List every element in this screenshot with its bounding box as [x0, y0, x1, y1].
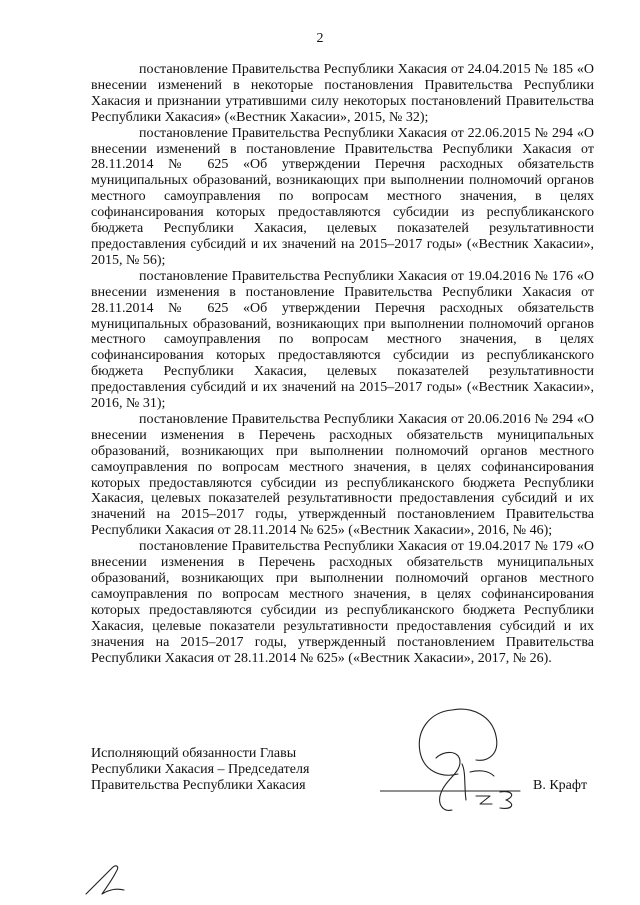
- page-number: 2: [316, 31, 324, 46]
- signer-name: В. Крафт: [533, 778, 588, 793]
- document-body: [91, 62, 594, 666]
- position-line-3: Правительства Республики Хакасия: [91, 778, 306, 793]
- paragraph-1: постановление Правительства Республики Хакасия от 24.04.2015 № 185 «О внесении изменений в некоторые постановления Правительства Республики Хакасия и признании утратившими силу некоторых постановлений Правительства Республики Хакасия» («Вестник Хакасии», 2015, № 32);: [91, 62, 594, 125]
- paragraph-5: постановление Правительства Республики Хакасия от 19.04.2017 № 179 «О внесении изменения в Перечень расходных обязательств муниципальных образований, возникающих при выполнении полномочий органов местного самоуправления по вопросам местного значения, в целях софинансирования которых предоставляются субсидии из республиканского бюджета Республики Хакасия, целевые показатели результативности предоставления субсидий и их значения на 2015–2017 годы, утвержденный постановлением Правительства Республики Хакасия от 28.11.2014 № 625» («Вестник Хакасии», 2017, № 26).: [91, 539, 594, 666]
- position-line-1: Исполняющий обязанности Главы: [91, 746, 297, 761]
- signatory-position: [91, 746, 331, 794]
- handwritten-initial-icon: [82, 860, 132, 900]
- paragraph-2: постановление Правительства Республики Хакасия от 22.06.2015 № 294 «О внесении изменений в постановление Правительства Республики Хакасия от 28.11.2014 № 625 «Об утверждении Перечня расходных обязательств муниципальных образований, возникающих при выполнении полномочий органов местного самоуправления по вопросам местного значения, в целях софинансирования которых предоставляются субсидии из республиканского бюджета Республики Хакасия, целевых показателей результативности предоставления субсидий и их значений на 2015–2017 годы» («Вестник Хакасии», 2015, № 56);: [91, 125, 594, 268]
- paragraph-3: постановление Правительства Республики Хакасия от 19.04.2016 № 176 «О внесении изменения в постановление Правительства Республики Хакасия от 28.11.2014 № 625 «Об утверждении Перечня расходных обязательств муниципальных образований, возникающих при выполнении полномочий органов местного самоуправления по вопросам местного значения, в целях софинансирования которых предоставляются субсидии из республиканского бюджета Республики Хакасия, целевых показателей результативности предоставления субсидий и их значений на 2015–2017 годы» («Вестник Хакасии», 2016, № 31);: [91, 268, 594, 412]
- handwritten-signature-icon: [380, 700, 540, 820]
- paragraph-4: постановление Правительства Республики Хакасия от 20.06.2016 № 294 «О внесении изменения в Перечень расходных обязательств муниципальных образований, возникающих при выполнении полномочий органов местного самоуправления по вопросам местного значения, в целях софинансирования которых предоставляются субсидии из республиканского бюджета Республики Хакасия, целевых показателей результативности предоставления субсидий и их значений на 2015–2017 годы, утвержденный постановлением Правительства Республики Хакасия от 28.11.2014 № 625» («Вестник Хакасии», 2016, № 46);: [91, 411, 594, 539]
- position-line-2: Республики Хакасия – Председателя: [91, 762, 310, 777]
